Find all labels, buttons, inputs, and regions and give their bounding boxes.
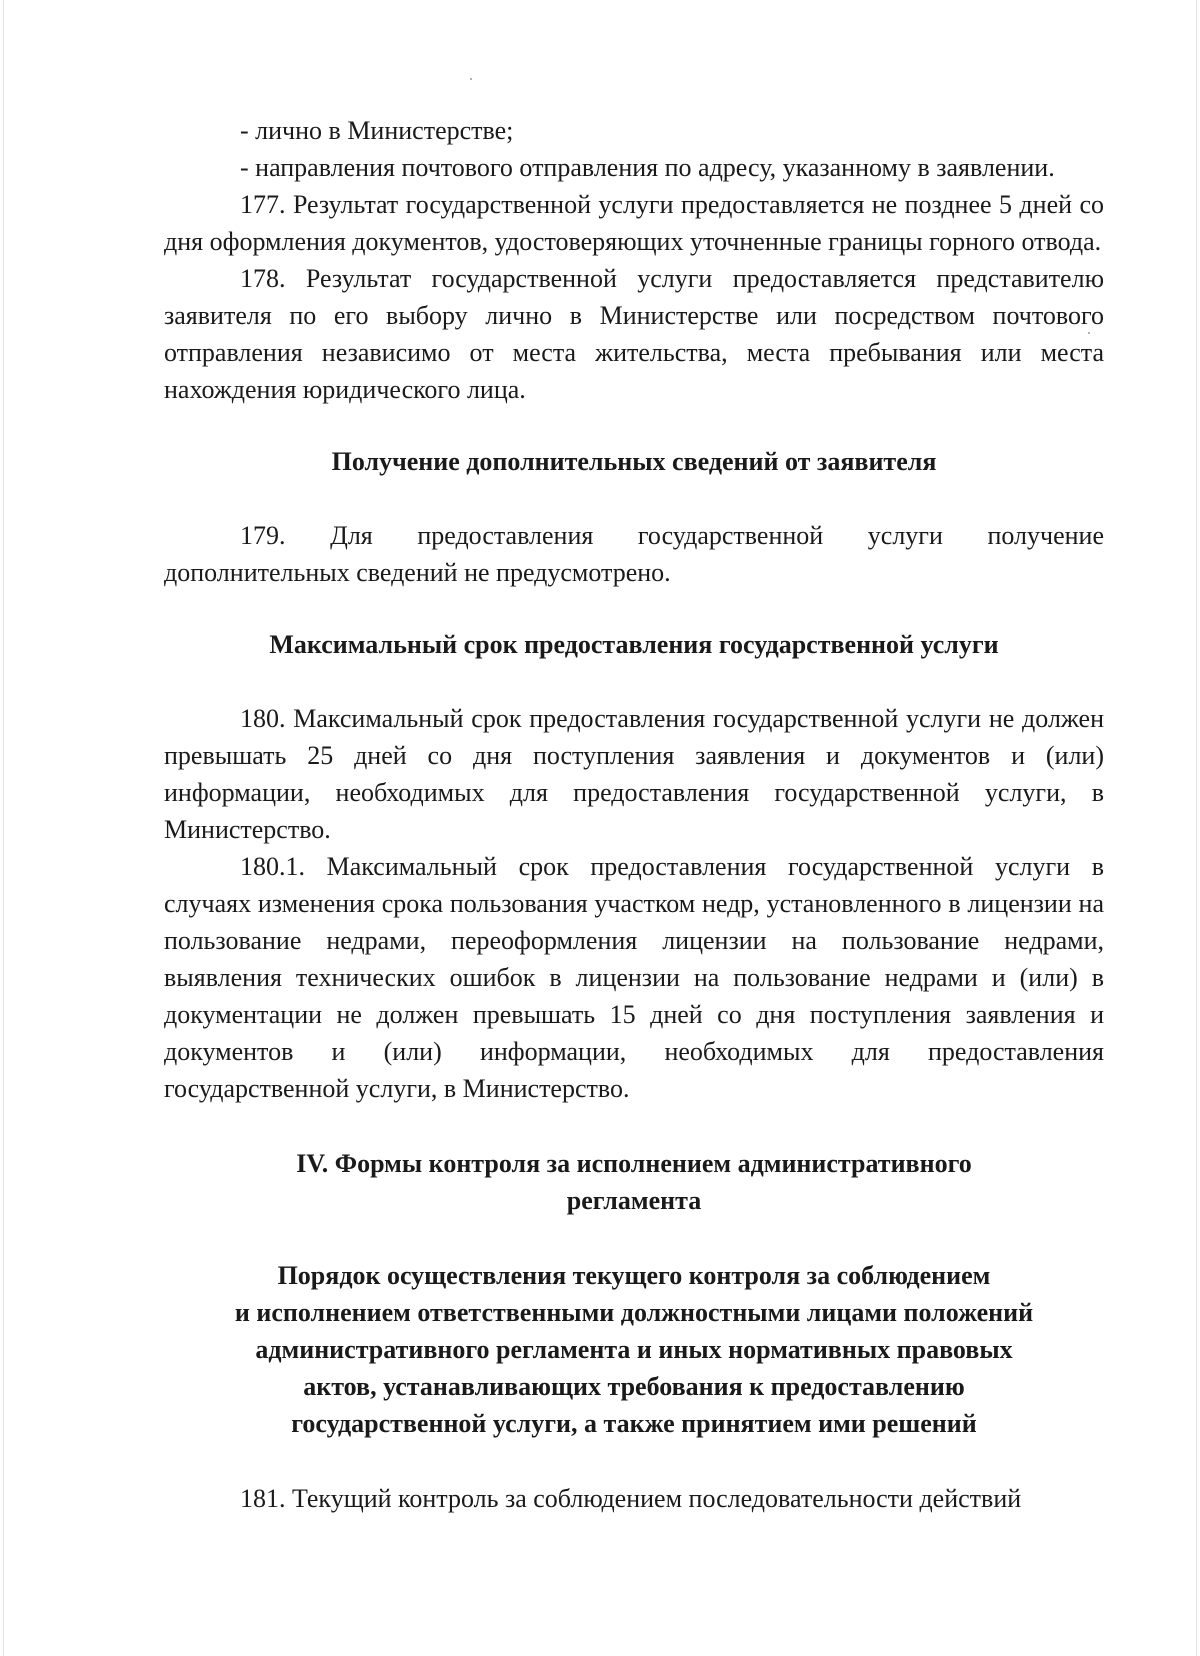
heading-max-term: Максимальный срок предоставления государственной услуги bbox=[269, 630, 999, 659]
paragraph-personal: - лично в Министерстве; bbox=[240, 116, 514, 145]
heading-current-control-line1: Порядок осуществления текущего контроля за соблюдением bbox=[277, 1261, 991, 1290]
heading-section-iv-line2: регламента bbox=[566, 1186, 702, 1215]
heading-current-control-line2: и исполнением ответственными должностными лицами положений bbox=[234, 1298, 1034, 1327]
heading-section-iv bbox=[164, 1145, 1104, 1219]
scan-edge-left bbox=[3, 0, 4, 1656]
heading-current-control bbox=[164, 1257, 1104, 1442]
scan-edge-right bbox=[1196, 0, 1197, 1656]
heading-additional-info: Получение дополнительных сведений от заявителя bbox=[331, 447, 937, 476]
heading-current-control-line5: государственной услуги, а также принятием ими решений bbox=[291, 1409, 977, 1438]
paragraph-177: 177. Результат государственной услуги предоставляется не позднее 5 дней со дня оформления документов, удостоверяющих уточненные границы горного отвода. bbox=[164, 190, 1104, 256]
paragraph-178: 178. Результат государственной услуги предоставляется представителю заявителя по его выбору лично в Министерстве или посредством почтового отправления независимо от места жительства, места пребывания или места нахождения юридического лица. bbox=[164, 264, 1104, 404]
heading-current-control-line3: административного регламента и иных нормативных правовых bbox=[255, 1335, 1013, 1364]
document-body bbox=[164, 112, 1104, 1517]
paragraph-180-1: 180.1. Максимальный срок предоставления государственной услуги в случаях изменения срока пользования участком недр, установленного в лицензии на пользование недрами, переоформления лицензии на пользование недрами, выявления технических ошибок в лицензии на пользование недрами и (или) в документации не должен превышать 15 дней со дня поступления заявления и документов и (или) информации, необходимых для предоставления государственной услуги, в Министерство. bbox=[164, 852, 1104, 1103]
paragraph-180: 180. Максимальный срок предоставления государственной услуги не должен превышать 25 дней со дня поступления заявления и документов и (или) информации, необходимых для предоставления государственной услуги, в Министерство. bbox=[164, 704, 1104, 844]
paragraph-postal: - направления почтового отправления по адресу, указанному в заявлении. bbox=[240, 153, 1055, 182]
heading-section-iv-line1: IV. Формы контроля за исполнением административного bbox=[296, 1149, 972, 1178]
heading-current-control-line4: актов, устанавливающих требования к предоставлению bbox=[303, 1372, 965, 1401]
paragraph-179: 179. Для предоставления государственной услуги получение дополнительных сведений не предусмотрено. bbox=[164, 521, 1104, 587]
paragraph-181: 181. Текущий контроль за соблюдением последовательности действий bbox=[240, 1484, 1022, 1513]
scan-speck bbox=[470, 78, 472, 80]
